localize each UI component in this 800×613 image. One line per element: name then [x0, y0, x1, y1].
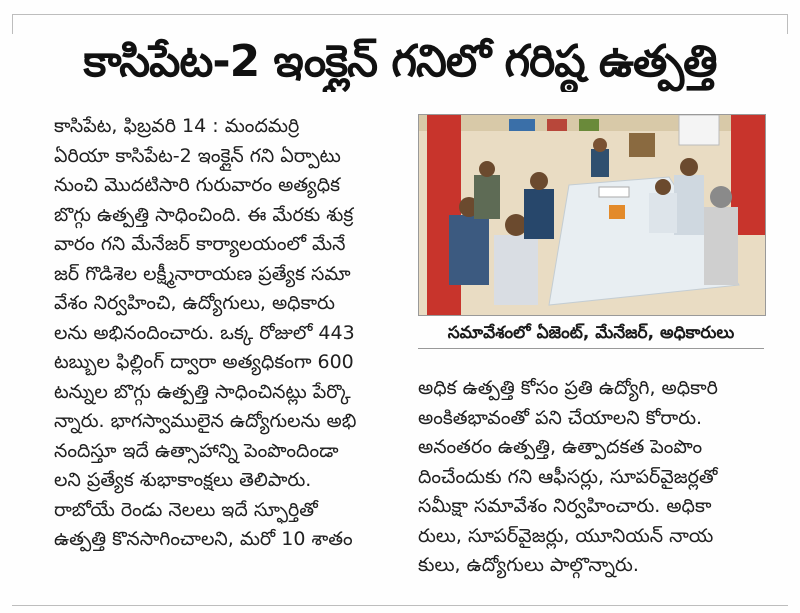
body-line: నందిస్తూ ఇదే ఉత్సాహాన్ని పెంపొందిండా [54, 439, 339, 462]
body-line: న్నారు. భాగస్వాములైన ఉద్యోగులను అభి [54, 410, 357, 432]
body-line: అధిక ఉత్పత్తి కోసం ప్రతి ఉద్యోగి, అధికారి [418, 377, 718, 399]
body-line: అనంతరం ఉత్పత్తి, ఉత్పాదకత పెంపొం [418, 436, 703, 458]
body-line: కులు, ఉద్యోగులు పాల్గొన్నారు. [418, 554, 639, 576]
body-line: రులు, సూపర్‌వైజర్లు, యూనియన్ నాయ [418, 524, 714, 547]
right-rule [787, 14, 788, 34]
article-headline: కాసిపేట-2 ఇంక్లైన్ గనిలో గరిష్ఠ ఉత్పత్తి [83, 36, 717, 87]
body-line: కాసిపేట, ఫిబ్రవరి 14 : మందమర్రి [54, 115, 300, 137]
body-line: టన్నుల బొగ్గు ఉత్పత్తి సాధించినట్లు పేర్కొ [54, 380, 351, 403]
meeting-photo [418, 114, 766, 316]
photo-caption: సమావేశంలో ఏజెంట్, మేనేజర్, అధికారులు [418, 318, 764, 349]
body-line: రాబోయే రెండు నెలలు ఇదే స్ఫూర్తితో [54, 498, 318, 521]
bottom-rule [12, 605, 788, 606]
top-rule [12, 14, 788, 15]
body-line: సమీక్షా సమావేశం నిర్వహించారు. అధికా [418, 495, 712, 517]
article-right-column [418, 374, 762, 581]
body-line: లను అభినందించారు. ఒక్క రోజులో 443 [54, 321, 355, 344]
body-line: వేశం నిర్వహించి, ఉద్యోగులు, అధికారు [54, 292, 335, 314]
meeting-photo-illustration [419, 115, 765, 315]
body-line: బొగ్గు ఉత్పత్తి సాధించింది. ఈ మేరకు శుక్ర [54, 203, 354, 226]
body-line: టబ్బుల ఫిల్లింగ్ ద్వారా అత్యధికంగా 600 [54, 351, 354, 373]
body-line: జర్ గొడిశెల లక్ష్మీనారాయణ ప్రత్యేక సమా [54, 262, 351, 285]
body-line: దించేందుకు గని ఆఫీసర్లు, సూపర్‌వైజర్లతో [418, 465, 718, 488]
body-line: నుంచి మొదటిసారి గురువారం అత్యధిక [54, 174, 341, 196]
body-line: వారం గని మేనేజర్ కార్యాలయంలో మేనే [54, 233, 346, 255]
article-left-column [54, 112, 406, 555]
left-rule [12, 14, 13, 34]
body-line: ఏరియా కాసిపేట-2 ఇంక్లైన్ గని ఏర్పాటు [54, 144, 341, 167]
body-line: లని ప్రత్యేక శుభాకాంక్షలు తెలిపారు. [54, 469, 312, 491]
body-line: అంకితభావంతో పని చేయాలని కోరారు. [418, 406, 703, 429]
body-line: ఉత్పత్తి కొనసాగించాలని, మరో 10 శాతం [54, 528, 353, 550]
